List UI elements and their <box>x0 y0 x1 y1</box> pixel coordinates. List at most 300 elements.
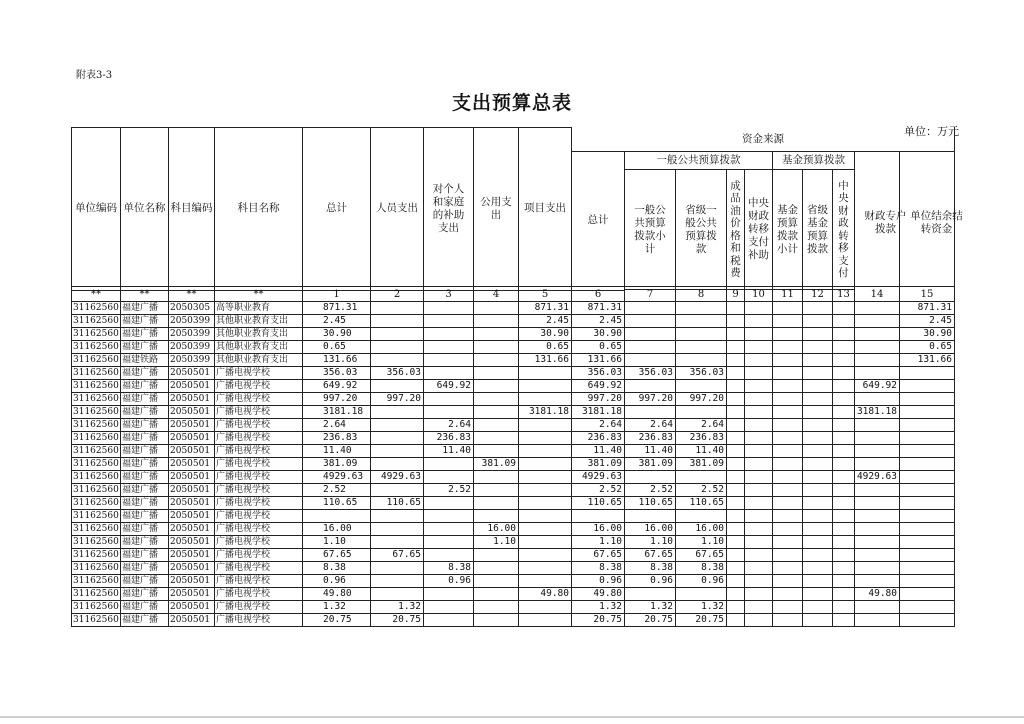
table-cell: 2050501 <box>169 549 215 562</box>
table-cell <box>833 614 855 627</box>
table-cell <box>371 341 424 354</box>
table-cell: 2.45 <box>519 315 572 328</box>
table-cell: 8.38 <box>303 562 371 575</box>
table-cell <box>424 367 474 380</box>
table-cell <box>727 393 745 406</box>
table-cell <box>371 523 424 536</box>
table-cell: 31162560 <box>73 563 119 573</box>
table-cell: 2050501 <box>169 614 215 627</box>
table-row <box>72 354 955 367</box>
table-cell <box>676 354 727 367</box>
table-cell: 16.00 <box>625 523 676 536</box>
table-cell: 广播电视学校 <box>215 562 303 575</box>
table-cell <box>833 315 855 328</box>
table-cell <box>474 445 519 458</box>
table-cell: 福建广播 <box>121 523 169 536</box>
table-cell: 2050501 <box>169 380 215 393</box>
table-cell <box>833 302 855 315</box>
table-cell: 31162560 <box>73 446 119 456</box>
table-cell <box>745 536 773 549</box>
table-cell: 31162560 <box>73 355 119 365</box>
table-cell: 31162560 <box>73 498 119 508</box>
table-cell <box>773 458 803 471</box>
table-cell <box>474 341 519 354</box>
table-cell: 3181.18 <box>519 406 572 419</box>
table-cell <box>773 419 803 432</box>
table-cell <box>519 458 572 471</box>
table-cell: 2.52 <box>303 484 371 497</box>
table-cell <box>803 419 833 432</box>
table-cell <box>803 445 833 458</box>
table-cell: 871.31 <box>303 302 371 315</box>
table-cell <box>855 354 900 367</box>
table-cell <box>727 484 745 497</box>
table-cell: 福建广播 <box>121 302 169 315</box>
table-cell: 广播电视学校 <box>215 367 303 380</box>
table-cell: 广播电视学校 <box>215 536 303 549</box>
table-cell <box>676 341 727 354</box>
table-cell: 67.65 <box>676 549 727 562</box>
table-cell <box>474 367 519 380</box>
table-cell <box>803 380 833 393</box>
table-cell: 8.38 <box>625 562 676 575</box>
table-cell: 0.96 <box>303 575 371 588</box>
table-cell <box>773 432 803 445</box>
table-cell <box>371 510 424 523</box>
table-cell: 649.92 <box>855 380 900 393</box>
table-cell: 31162560 <box>73 303 119 313</box>
table-cell <box>371 562 424 575</box>
table-cell: 30.90 <box>519 328 572 341</box>
table-cell <box>371 406 424 419</box>
table-cell <box>900 419 955 432</box>
table-cell <box>833 328 855 341</box>
table-row <box>72 328 955 341</box>
table-cell <box>424 497 474 510</box>
table-cell: 广播电视学校 <box>215 549 303 562</box>
table-cell <box>371 445 424 458</box>
table-row <box>72 432 955 445</box>
table-cell: 福建广播 <box>121 458 169 471</box>
table-cell: 31162560 <box>73 589 119 599</box>
table-cell <box>745 614 773 627</box>
table-row <box>72 406 955 419</box>
table-cell <box>773 536 803 549</box>
table-cell <box>424 536 474 549</box>
table-cell <box>773 315 803 328</box>
table-cell: 2050305 <box>169 302 215 315</box>
column-number-cell: 9 <box>727 287 745 302</box>
table-cell <box>900 601 955 614</box>
table-cell <box>424 458 474 471</box>
table-row <box>72 367 955 380</box>
table-cell: 381.09 <box>303 458 371 471</box>
table-cell <box>519 445 572 458</box>
table-cell <box>855 341 900 354</box>
table-cell: 236.83 <box>424 432 474 445</box>
table-cell: 1.10 <box>474 536 519 549</box>
budget-table <box>71 127 955 291</box>
table-cell <box>745 432 773 445</box>
table-cell <box>773 406 803 419</box>
table-cell <box>855 393 900 406</box>
table-cell: 11.40 <box>625 445 676 458</box>
table-cell: 381.09 <box>676 458 727 471</box>
table-cell <box>745 575 773 588</box>
table-cell: 356.03 <box>625 367 676 380</box>
table-cell <box>676 471 727 484</box>
table-cell <box>855 614 900 627</box>
table-cell: 福建广播 <box>121 614 169 627</box>
table-cell: 236.83 <box>303 432 371 445</box>
table-cell <box>371 315 424 328</box>
table-cell: 31162560 <box>73 433 119 443</box>
table-cell: 31162560 <box>73 407 119 417</box>
header-general-budget: 一般公共预算拨款 <box>625 152 773 170</box>
table-cell: 2050501 <box>169 588 215 601</box>
table-cell: 广播电视学校 <box>215 614 303 627</box>
table-cell <box>833 536 855 549</box>
header-central-transfer: 中央财政转移支付补助 <box>745 170 773 290</box>
table-cell <box>855 523 900 536</box>
table-cell: 2050501 <box>169 458 215 471</box>
table-cell: 2.45 <box>303 315 371 328</box>
table-cell: 236.83 <box>572 432 625 445</box>
table-cell <box>855 536 900 549</box>
table-cell <box>773 510 803 523</box>
table-row <box>72 445 955 458</box>
table-cell <box>424 302 474 315</box>
table-cell: 福建铁路 <box>121 354 169 367</box>
table-cell <box>625 315 676 328</box>
table-cell: 31162560 <box>73 368 119 378</box>
table-cell <box>773 549 803 562</box>
table-cell: 11.40 <box>572 445 625 458</box>
table-cell: 2050501 <box>169 536 215 549</box>
table-cell <box>424 614 474 627</box>
header-subject-code: 科目编码 <box>169 128 215 291</box>
table-cell <box>833 588 855 601</box>
table-cell <box>773 562 803 575</box>
table-cell: 49.80 <box>855 588 900 601</box>
table-cell: 20.75 <box>371 614 424 627</box>
table-cell: 997.20 <box>303 393 371 406</box>
table-cell: 福建广播 <box>121 393 169 406</box>
table-cell: 广播电视学校 <box>215 445 303 458</box>
table-cell <box>803 328 833 341</box>
table-cell <box>803 367 833 380</box>
table-cell: 16.00 <box>303 523 371 536</box>
table-cell: 16.00 <box>572 523 625 536</box>
table-cell: 110.65 <box>371 497 424 510</box>
table-cell <box>745 445 773 458</box>
column-number-cell: 15 <box>900 287 955 302</box>
table-cell <box>745 510 773 523</box>
table-cell <box>900 614 955 627</box>
table-cell: 2050501 <box>169 445 215 458</box>
header-oil-tax: 成品油价格和税费 <box>727 170 745 290</box>
table-cell: 其他职业教育支出 <box>215 341 303 354</box>
table-cell: 2050399 <box>169 341 215 354</box>
table-cell <box>727 445 745 458</box>
table-cell: 997.20 <box>371 393 424 406</box>
table-cell: 131.66 <box>572 354 625 367</box>
table-cell: 997.20 <box>676 393 727 406</box>
table-cell: 1.32 <box>625 601 676 614</box>
table-cell <box>676 302 727 315</box>
table-cell <box>371 575 424 588</box>
table-cell: 广播电视学校 <box>215 510 303 523</box>
table-cell: 49.80 <box>519 588 572 601</box>
table-cell: 31162560 <box>73 524 119 534</box>
table-cell: 0.96 <box>676 575 727 588</box>
table-cell <box>519 393 572 406</box>
table-cell <box>803 341 833 354</box>
table-cell <box>371 536 424 549</box>
column-number-cell: 11 <box>773 287 803 302</box>
table-cell: 381.09 <box>625 458 676 471</box>
table-cell <box>727 614 745 627</box>
table-cell: 110.65 <box>303 497 371 510</box>
table-cell <box>900 575 955 588</box>
table-cell <box>900 471 955 484</box>
table-cell <box>900 562 955 575</box>
header-project: 项目支出 <box>519 128 572 291</box>
table-cell: 2050501 <box>169 523 215 536</box>
table-cell: 0.65 <box>303 341 371 354</box>
table-cell <box>833 601 855 614</box>
table-cell: 49.80 <box>572 588 625 601</box>
table-cell: 广播电视学校 <box>215 419 303 432</box>
table-cell: 2050399 <box>169 328 215 341</box>
table-cell <box>303 510 371 523</box>
table-cell <box>833 549 855 562</box>
table-cell <box>625 406 676 419</box>
table-cell: 8.38 <box>676 562 727 575</box>
table-cell <box>727 302 745 315</box>
table-cell <box>519 575 572 588</box>
table-cell <box>745 302 773 315</box>
table-row <box>72 588 955 601</box>
table-cell <box>745 341 773 354</box>
table-cell: 20.75 <box>625 614 676 627</box>
table-cell: 8.38 <box>424 562 474 575</box>
table-cell <box>625 380 676 393</box>
header-personnel: 人员支出 <box>371 128 424 291</box>
table-cell <box>676 406 727 419</box>
table-cell <box>833 445 855 458</box>
unit-label: 单位：万元 <box>904 125 959 138</box>
table-cell <box>727 380 745 393</box>
table-row <box>72 510 955 523</box>
table-cell <box>745 354 773 367</box>
table-cell <box>900 588 955 601</box>
table-cell <box>745 419 773 432</box>
column-number-cell: 6 <box>572 287 625 302</box>
table-cell <box>833 354 855 367</box>
table-cell <box>745 497 773 510</box>
table-cell <box>803 432 833 445</box>
table-cell <box>474 393 519 406</box>
table-cell <box>900 549 955 562</box>
table-row <box>72 471 955 484</box>
table-cell: 高等职业教育 <box>215 302 303 315</box>
table-cell: 31162560 <box>73 342 119 352</box>
table-cell <box>855 601 900 614</box>
table-cell: 2050501 <box>169 575 215 588</box>
table-cell <box>773 302 803 315</box>
table-cell: 1.32 <box>371 601 424 614</box>
table-row <box>72 315 955 328</box>
table-cell <box>424 393 474 406</box>
scan-edge-divider <box>0 716 1024 718</box>
table-cell: 广播电视学校 <box>215 458 303 471</box>
column-number-cell: 3 <box>424 287 474 302</box>
table-cell <box>803 354 833 367</box>
table-cell: 131.66 <box>303 354 371 367</box>
table-cell <box>745 562 773 575</box>
table-cell <box>773 471 803 484</box>
table-cell: 4929.63 <box>371 471 424 484</box>
table-cell: 广播电视学校 <box>215 588 303 601</box>
table-row <box>72 614 955 627</box>
table-cell: 广播电视学校 <box>215 432 303 445</box>
table-cell: 649.92 <box>303 380 371 393</box>
header-provincial-general: 省级一般公共预算拨款 <box>676 170 727 290</box>
table-cell: 福建广播 <box>121 432 169 445</box>
table-cell <box>855 445 900 458</box>
table-cell: 2.64 <box>625 419 676 432</box>
budget-table-container <box>71 127 955 291</box>
table-cell: 49.80 <box>303 588 371 601</box>
table-cell: 2050501 <box>169 367 215 380</box>
table-cell <box>773 614 803 627</box>
table-cell: 236.83 <box>676 432 727 445</box>
table-cell: 福建广播 <box>121 588 169 601</box>
table-cell <box>727 315 745 328</box>
table-cell <box>803 484 833 497</box>
table-cell <box>855 497 900 510</box>
header-subject-name: 科目名称 <box>215 128 303 291</box>
table-cell <box>900 367 955 380</box>
table-cell <box>900 497 955 510</box>
table-cell: 3181.18 <box>572 406 625 419</box>
table-cell <box>625 471 676 484</box>
table-cell <box>727 562 745 575</box>
table-cell <box>900 484 955 497</box>
table-cell: 2.45 <box>900 315 955 328</box>
table-body <box>72 302 955 627</box>
table-cell: 31162560 <box>73 394 119 404</box>
table-cell <box>371 588 424 601</box>
table-cell <box>803 510 833 523</box>
header-source-total: 总计 <box>572 152 625 291</box>
table-cell: 31162560 <box>73 550 119 560</box>
table-cell <box>519 601 572 614</box>
table-cell <box>474 497 519 510</box>
table-cell <box>803 523 833 536</box>
table-cell <box>519 484 572 497</box>
header-provincial-fund: 省级基金预算拨款 <box>803 170 833 290</box>
table-cell <box>855 549 900 562</box>
table-cell <box>745 549 773 562</box>
table-cell <box>745 588 773 601</box>
table-cell: 2050501 <box>169 393 215 406</box>
table-cell <box>371 484 424 497</box>
table-cell <box>474 406 519 419</box>
table-cell <box>424 510 474 523</box>
table-cell: 2050399 <box>169 354 215 367</box>
table-cell: 2050501 <box>169 406 215 419</box>
table-cell <box>900 432 955 445</box>
table-cell: 0.96 <box>625 575 676 588</box>
table-cell <box>519 497 572 510</box>
table-cell <box>727 588 745 601</box>
table-cell <box>474 328 519 341</box>
table-cell: 356.03 <box>572 367 625 380</box>
table-cell <box>474 471 519 484</box>
table-cell: 福建广播 <box>121 484 169 497</box>
table-cell: 2050501 <box>169 497 215 510</box>
table-cell <box>424 523 474 536</box>
table-cell: 福建广播 <box>121 562 169 575</box>
table-cell <box>519 471 572 484</box>
table-cell <box>474 419 519 432</box>
table-cell: 福建广播 <box>121 536 169 549</box>
table-cell <box>773 367 803 380</box>
table-cell <box>855 484 900 497</box>
table-cell <box>474 614 519 627</box>
table-cell <box>519 367 572 380</box>
table-cell <box>833 471 855 484</box>
table-cell <box>371 328 424 341</box>
table-cell <box>803 315 833 328</box>
table-cell: 31162560 <box>73 316 119 326</box>
table-cell <box>727 406 745 419</box>
column-number-cell: 10 <box>745 287 773 302</box>
table-cell: 2050501 <box>169 419 215 432</box>
table-cell: 31162560 <box>73 576 119 586</box>
table-cell <box>773 601 803 614</box>
table-cell: 4929.63 <box>855 471 900 484</box>
table-cell: 2.52 <box>625 484 676 497</box>
table-cell <box>855 367 900 380</box>
header-funding-source: 资金来源 <box>572 128 955 152</box>
table-cell <box>833 458 855 471</box>
table-cell <box>371 432 424 445</box>
table-cell: 31162560 <box>73 329 119 339</box>
table-cell <box>773 484 803 497</box>
column-number-cell: 13 <box>833 287 855 302</box>
table-cell <box>727 497 745 510</box>
table-row <box>72 562 955 575</box>
table-cell <box>833 432 855 445</box>
table-cell <box>424 471 474 484</box>
table-cell: 67.65 <box>371 549 424 562</box>
table-row <box>72 341 955 354</box>
table-cell: 0.65 <box>900 341 955 354</box>
table-cell <box>833 484 855 497</box>
table-cell <box>727 419 745 432</box>
table-row <box>72 523 955 536</box>
table-row <box>72 497 955 510</box>
table-cell <box>474 588 519 601</box>
table-cell <box>833 341 855 354</box>
table-cell: 其他职业教育支出 <box>215 315 303 328</box>
table-cell <box>625 354 676 367</box>
table-cell <box>727 536 745 549</box>
table-cell: 131.66 <box>519 354 572 367</box>
